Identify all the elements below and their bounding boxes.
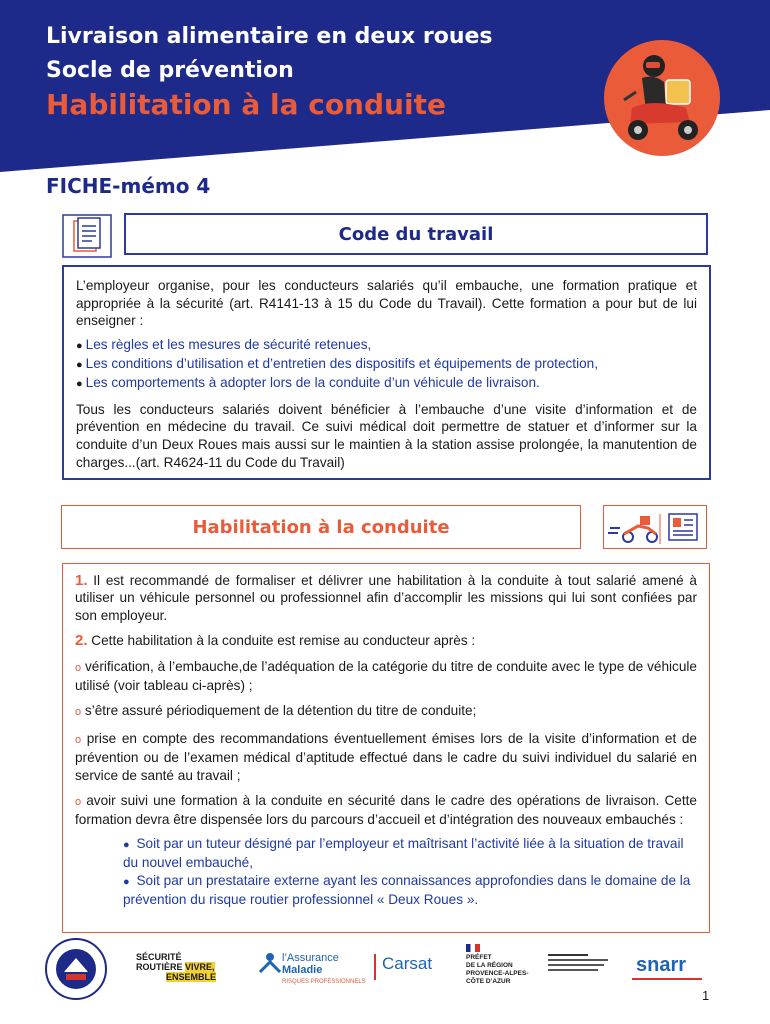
snarr-underline — [632, 976, 702, 982]
list-item: ● Les règles et les mesures de sécurité retenues, — [76, 336, 372, 352]
habilitation-heading: Habilitation à la conduite — [61, 505, 581, 549]
french-flag-icon — [466, 944, 480, 952]
prefet-region-logo: PRÉFET DE LA RÉGION PROVENCE-ALPES- CÔTE D’AZUR — [466, 944, 528, 986]
prefecture-police-logo — [36, 936, 116, 1002]
list-item: ● Les conditions d’utilisation et d’entretien des dispositifs et équipements de protection, — [76, 355, 598, 371]
hab-item: o s’être assuré périodiquement de la détention du titre de conduite; — [75, 703, 477, 719]
carsat-logo: Carsat — [374, 954, 450, 980]
hab-paragraph-2: 2. Cette habilitation à la conduite est remise au conducteur après : — [75, 632, 476, 650]
list-item: ● Soit par un prestataire externe ayant les connaissances approfondies dans le domaine de la prévention du risque routier professionnel « Deux Roues ». — [123, 872, 691, 908]
code-du-travail-content — [62, 265, 711, 480]
code-du-travail-heading: Code du travail — [124, 213, 708, 255]
assurance-person-icon — [258, 952, 282, 976]
code-closing-paragraph: Tous les conducteurs salariés doivent bénéficier à l’embauche d’une visite d’information et de prévention en médecine du travail. Ce suivi médical doit permettre de statuer et d’informer sur la conduite d’un Deux Roues mais aussi sur le maintien à la station assise prolongée, la manutention de charges...(art. R4624-11 du Code du Travail) — [76, 401, 697, 470]
assurance-maladie-logo: l’Assurance Maladie RISQUES PROFESSIONNELS — [282, 952, 366, 985]
partner-text-logo — [548, 952, 618, 978]
list-item: ● Soit par un tuteur désigné par l’employeur et maîtrisant l’activité liée à la situation de travail du nouvel embauché, — [123, 835, 684, 871]
header-title-line1: Livraison alimentaire en deux roues — [46, 24, 493, 49]
snarr-logo: snarr — [636, 954, 687, 976]
delivery-rider-illustration — [602, 38, 722, 158]
header-title-line3: Habilitation à la conduite — [46, 88, 446, 121]
code-intro-paragraph: L’employeur organise, pour les conducteurs salariés qu’il embauche, une formation pratique et appropriée à la sécurité (art. R4141-13 à 15 du Code du Travail). Cette formation a pour but de lui enseigner : — [76, 278, 697, 329]
fiche-memo-label: FICHE-mémo 4 — [46, 174, 211, 198]
page-number: 1 — [702, 988, 710, 1003]
securite-routiere-logo: SÉCURITÉ ROUTIÈRE VIVRE, ENSEMBLE — [136, 952, 217, 982]
code-bullet-list — [76, 336, 697, 393]
hab-paragraph-1: 1. Il est recommandé de formaliser et délivrer une habilitation à la conduite à tout salarié amené à utiliser un véhicule personnel ou professionnel afin d’accomplir les missions qui lui sont confiées par son employeur. — [75, 572, 697, 623]
list-item: ● Les comportements à adopter lors de la conduite d’un véhicule de livraison. — [76, 374, 540, 390]
footer-logos — [0, 936, 770, 1006]
habilitation-content — [62, 563, 710, 933]
license-card-icon — [668, 513, 698, 541]
hab-item: o prise en compte des recommandations éventuellement émises lors de la visite d’information et de prévention ou de l’examen médical d’aptitude effectué dans le cadre du suivi individuel du salarié en service de santé au travail ; — [75, 730, 697, 783]
document-icon — [62, 214, 112, 258]
header-title-line2: Socle de prévention — [46, 58, 294, 83]
hab-item: o vérification, à l’embauche,de l’adéquation de la catégorie du titre de conduite avec le type de véhicule utilisé (voir tableau ci-après) ; — [75, 658, 697, 694]
hab-item: o avoir suivi une formation à la conduite en sécurité dans le cadre des opérations de livraison. Cette formation devra être dispensée lors du parcours d’accueil et d’intégration des nouveaux embauchés : — [75, 793, 697, 828]
hab-sub-list — [123, 835, 697, 909]
